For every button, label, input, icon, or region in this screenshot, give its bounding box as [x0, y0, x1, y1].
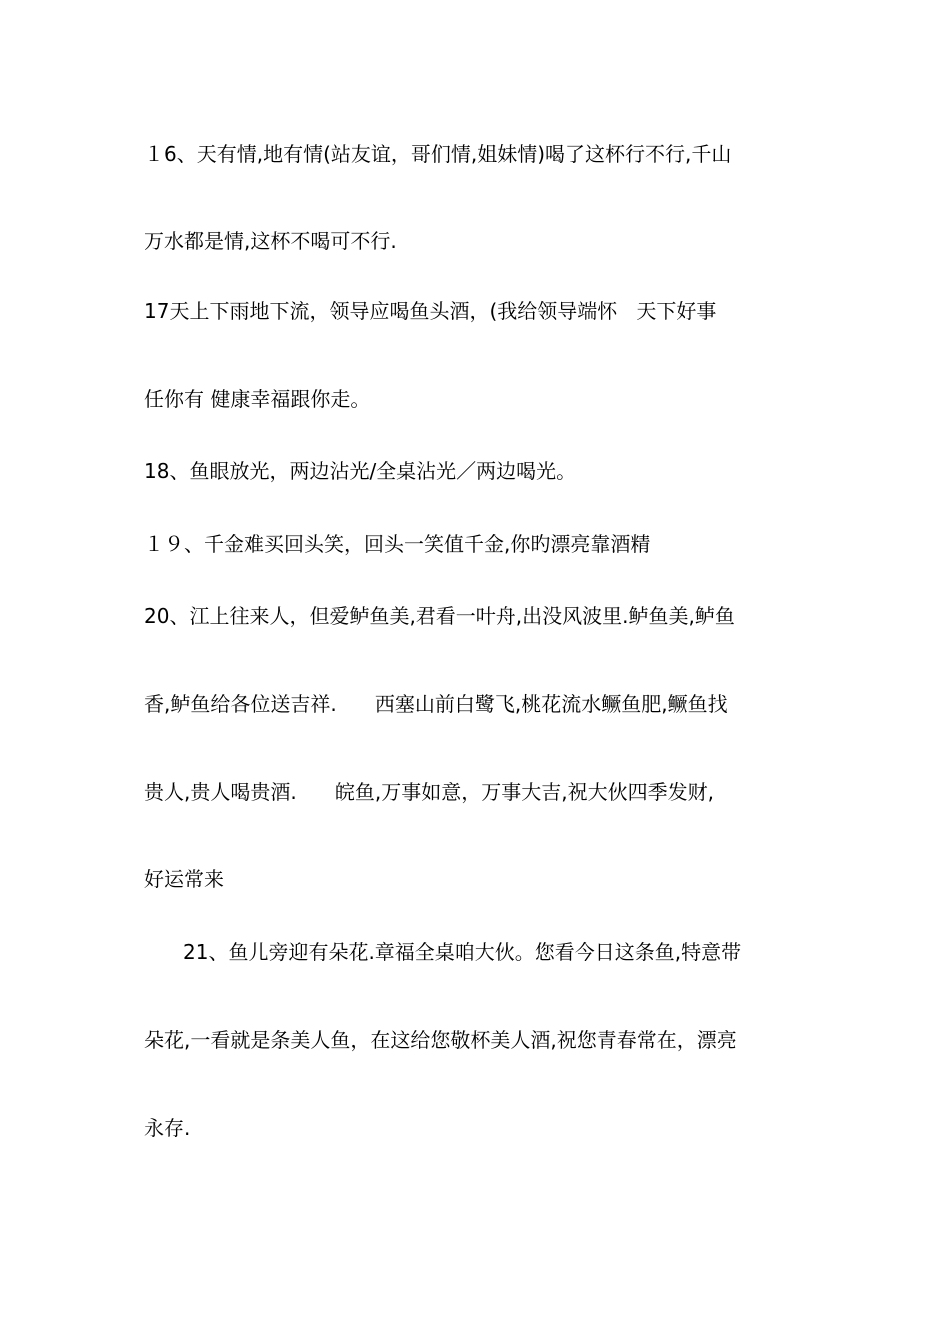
text-line-20c: 贵人,贵人喝贵酒. 皖鱼,万事如意，万事大吉,祝大伙四季发财,	[144, 780, 714, 804]
text-line-20b: 香,鲈鱼给各位送吉祥. 西塞山前白鹭飞,桃花流水鳜鱼肥,鳜鱼找	[144, 692, 728, 716]
text-line-18: 18、鱼眼放光，两边沾光/全桌沾光／两边喝光。	[144, 459, 577, 483]
text-line-19: １９、千金难买回头笑，回头一笑值千金,你旳漂亮靠酒精	[144, 532, 651, 556]
text-line-21c: 永存.	[144, 1116, 191, 1140]
text-line-20a: 20、江上往来人，但爱鲈鱼美,君看一叶舟,出没风波里.鲈鱼美,鲈鱼	[144, 604, 735, 628]
text-line-17b: 任你有 健康幸福跟你走。	[144, 387, 371, 411]
text-line-20d: 好运常来	[144, 867, 224, 891]
text-line-21a: 21、鱼儿旁迎有朵花.章福全桌咱大伙。您看今日这条鱼,特意带	[183, 940, 742, 964]
text-line-16b: 万水都是情,这杯不喝可不行.	[144, 229, 397, 253]
text-line-21b: 朵花,一看就是条美人鱼，在这给您敬杯美人酒,祝您青春常在，漂亮	[144, 1028, 737, 1052]
text-line-16a: １6、天有情,地有情(站友谊，哥们情,姐妹情)喝了这杯行不行,千山	[144, 142, 732, 166]
text-line-17a: 17天上下雨地下流，领导应喝鱼头酒，(我给领导端怀 天下好事	[144, 299, 717, 323]
